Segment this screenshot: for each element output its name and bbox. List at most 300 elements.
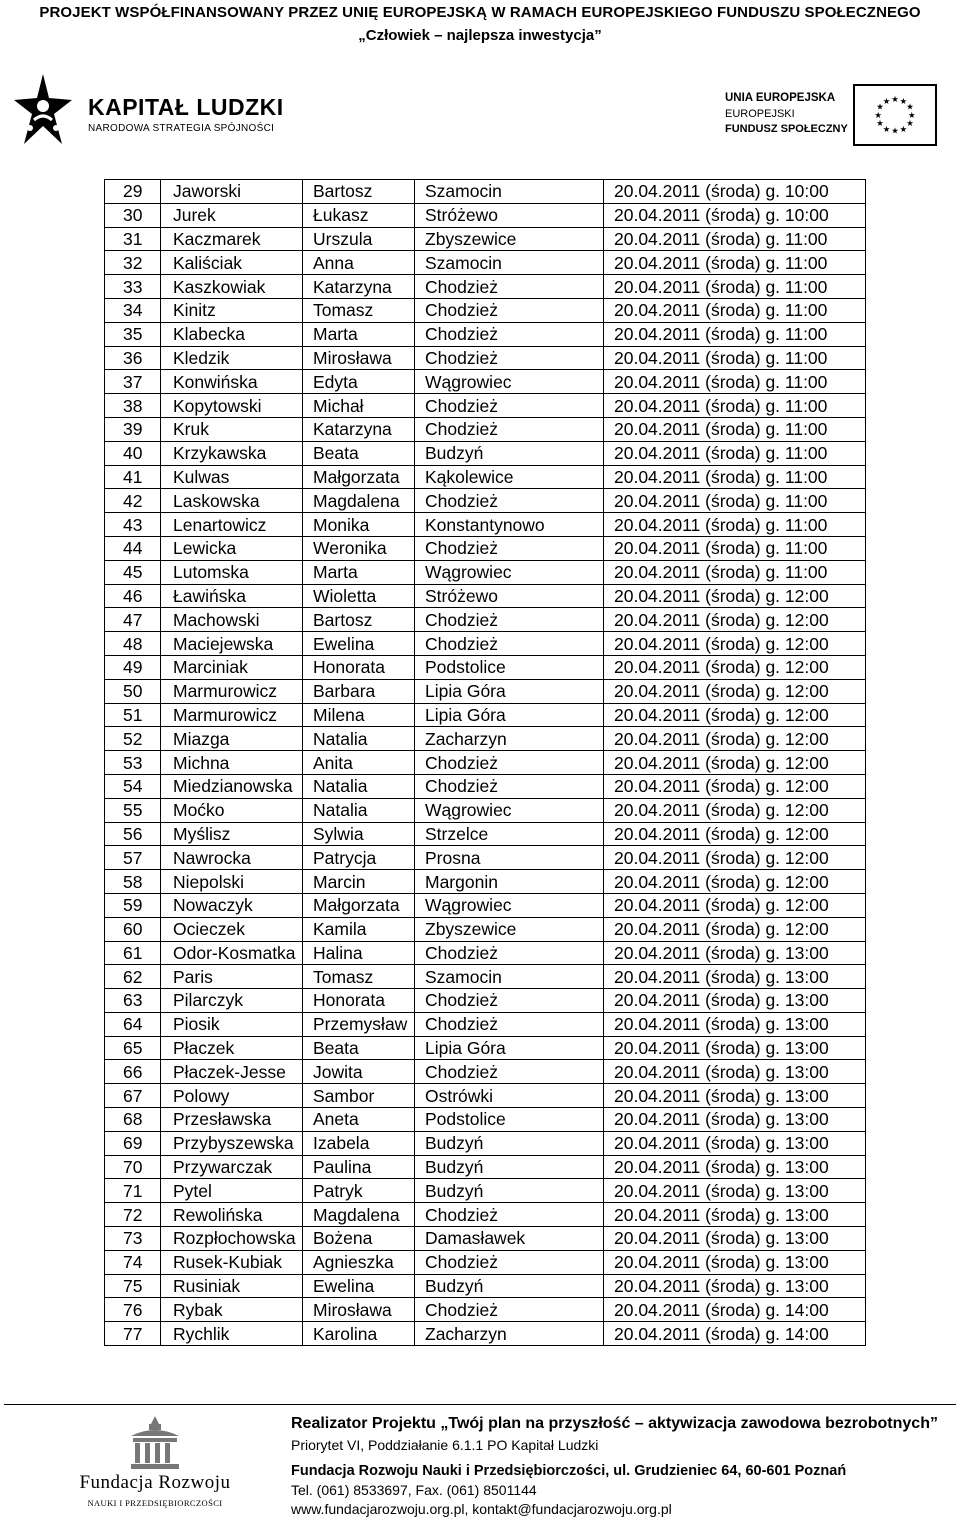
appointment-date-cell: 20.04.2011 (środa) g. 11:00 xyxy=(604,298,866,322)
last-name-cell: Pytel xyxy=(161,1179,303,1203)
locality-cell: Chodzież xyxy=(415,989,604,1013)
table-row xyxy=(105,679,866,703)
last-name-cell: Nowaczyk xyxy=(161,893,303,917)
locality-cell: Chodzież xyxy=(415,1060,604,1084)
last-name-cell: Marmurowicz xyxy=(161,679,303,703)
last-name-cell: Kaliściak xyxy=(161,251,303,275)
appointment-date-cell: 20.04.2011 (środa) g. 12:00 xyxy=(604,846,866,870)
row-number-cell: 52 xyxy=(105,727,161,751)
appointment-date-cell: 20.04.2011 (środa) g. 11:00 xyxy=(604,489,866,513)
row-number-cell: 75 xyxy=(105,1274,161,1298)
row-number-cell: 48 xyxy=(105,632,161,656)
last-name-cell: Lenartowicz xyxy=(161,513,303,537)
eu-logo xyxy=(720,82,940,148)
first-name-cell: Magdalena xyxy=(303,489,415,513)
row-number-cell: 41 xyxy=(105,465,161,489)
table-row xyxy=(105,584,866,608)
first-name-cell: Agnieszka xyxy=(303,1250,415,1274)
first-name-cell: Urszula xyxy=(303,227,415,251)
row-number-cell: 58 xyxy=(105,870,161,894)
first-name-cell: Ewelina xyxy=(303,1274,415,1298)
appointment-date-cell: 20.04.2011 (środa) g. 11:00 xyxy=(604,394,866,418)
last-name-cell: Machowski xyxy=(161,608,303,632)
row-number-cell: 53 xyxy=(105,751,161,775)
appointment-date-cell: 20.04.2011 (środa) g. 13:00 xyxy=(604,989,866,1013)
appointment-date-cell: 20.04.2011 (środa) g. 10:00 xyxy=(604,203,866,227)
table-row xyxy=(105,536,866,560)
participants-table xyxy=(104,179,866,1346)
table-row xyxy=(105,1322,866,1346)
appointment-date-cell: 20.04.2011 (środa) g. 10:00 xyxy=(604,180,866,204)
row-number-cell: 70 xyxy=(105,1155,161,1179)
table-row xyxy=(105,1131,866,1155)
first-name-cell: Marta xyxy=(303,560,415,584)
row-number-cell: 72 xyxy=(105,1203,161,1227)
project-header-line: PROJEKT WSPÓŁFINANSOWANY PRZEZ UNIĘ EUROPEJSKĄ W RAMACH EUROPEJSKIEGO FUNDUSZU SPOŁECZNEGO xyxy=(39,4,921,21)
locality-cell: Zacharzyn xyxy=(415,727,604,751)
locality-cell: Konstantynowo xyxy=(415,513,604,537)
fundacja-logo-subtitle: NAUKI I PRZEDSIĘBIORCZOŚCI xyxy=(87,1498,223,1508)
first-name-cell: Barbara xyxy=(303,679,415,703)
last-name-cell: Jurek xyxy=(161,203,303,227)
last-name-cell: Moćko xyxy=(161,798,303,822)
last-name-cell: Klabecka xyxy=(161,322,303,346)
row-number-cell: 73 xyxy=(105,1227,161,1251)
appointment-date-cell: 20.04.2011 (środa) g. 11:00 xyxy=(604,346,866,370)
row-number-cell: 34 xyxy=(105,298,161,322)
last-name-cell: Kulwas xyxy=(161,465,303,489)
row-number-cell: 47 xyxy=(105,608,161,632)
appointment-date-cell: 20.04.2011 (środa) g. 12:00 xyxy=(604,798,866,822)
svg-text:★: ★ xyxy=(899,95,908,106)
locality-cell: Szamocin xyxy=(415,251,604,275)
row-number-cell: 49 xyxy=(105,655,161,679)
row-number-cell: 36 xyxy=(105,346,161,370)
first-name-cell: Katarzyna xyxy=(303,275,415,299)
svg-text:★: ★ xyxy=(908,109,916,120)
locality-cell: Lipia Góra xyxy=(415,1036,604,1060)
svg-text:★: ★ xyxy=(882,95,891,106)
last-name-cell: Kruk xyxy=(161,417,303,441)
row-number-cell: 74 xyxy=(105,1250,161,1274)
first-name-cell: Ewelina xyxy=(303,632,415,656)
last-name-cell: Przybyszewska xyxy=(161,1131,303,1155)
svg-text:★: ★ xyxy=(876,118,884,129)
svg-text:★: ★ xyxy=(882,123,891,134)
locality-cell: Chodzież xyxy=(415,394,604,418)
row-number-cell: 69 xyxy=(105,1131,161,1155)
locality-cell: Prosna xyxy=(415,846,604,870)
table-row xyxy=(105,1084,866,1108)
first-name-cell: Katarzyna xyxy=(303,417,415,441)
row-number-cell: 62 xyxy=(105,965,161,989)
appointment-date-cell: 20.04.2011 (środa) g. 13:00 xyxy=(604,965,866,989)
locality-cell: Chodzież xyxy=(415,1203,604,1227)
row-number-cell: 64 xyxy=(105,1012,161,1036)
first-name-cell: Bartosz xyxy=(303,180,415,204)
last-name-cell: Kledzik xyxy=(161,346,303,370)
last-name-cell: Piosik xyxy=(161,1012,303,1036)
first-name-cell: Przemysław xyxy=(303,1012,415,1036)
last-name-cell: Płaczek-Jesse xyxy=(161,1060,303,1084)
table-row xyxy=(105,822,866,846)
first-name-cell: Monika xyxy=(303,513,415,537)
locality-cell: Chodzież xyxy=(415,346,604,370)
table-row xyxy=(105,441,866,465)
first-name-cell: Kamila xyxy=(303,917,415,941)
table-row xyxy=(105,394,866,418)
first-name-cell: Honorata xyxy=(303,989,415,1013)
first-name-cell: Beata xyxy=(303,1036,415,1060)
svg-text:★: ★ xyxy=(906,101,914,112)
fundacja-logo xyxy=(55,1414,255,1514)
locality-cell: Kąkolewice xyxy=(415,465,604,489)
first-name-cell: Bartosz xyxy=(303,608,415,632)
locality-cell: Zacharzyn xyxy=(415,1322,604,1346)
first-name-cell: Paulina xyxy=(303,1155,415,1179)
table-row xyxy=(105,1274,866,1298)
locality-cell: Chodzież xyxy=(415,417,604,441)
last-name-cell: Marciniak xyxy=(161,655,303,679)
row-number-cell: 29 xyxy=(105,180,161,204)
table-row xyxy=(105,1036,866,1060)
row-number-cell: 40 xyxy=(105,441,161,465)
first-name-cell: Beata xyxy=(303,441,415,465)
appointment-date-cell: 20.04.2011 (środa) g. 12:00 xyxy=(604,822,866,846)
row-number-cell: 46 xyxy=(105,584,161,608)
locality-cell: Budzyń xyxy=(415,1274,604,1298)
appointment-date-cell: 20.04.2011 (środa) g. 13:00 xyxy=(604,1131,866,1155)
table-row xyxy=(105,346,866,370)
appointment-date-cell: 20.04.2011 (środa) g. 13:00 xyxy=(604,941,866,965)
row-number-cell: 33 xyxy=(105,275,161,299)
table-row xyxy=(105,941,866,965)
row-number-cell: 63 xyxy=(105,989,161,1013)
appointment-date-cell: 20.04.2011 (środa) g. 12:00 xyxy=(604,751,866,775)
row-number-cell: 59 xyxy=(105,893,161,917)
row-number-cell: 50 xyxy=(105,679,161,703)
table-row xyxy=(105,1012,866,1036)
first-name-cell: Honorata xyxy=(303,655,415,679)
appointment-date-cell: 20.04.2011 (środa) g. 12:00 xyxy=(604,727,866,751)
participants-table-body xyxy=(105,180,866,1346)
table-row xyxy=(105,1179,866,1203)
fundacja-logo-name: Fundacja Rozwoju xyxy=(79,1472,231,1493)
table-row xyxy=(105,275,866,299)
locality-cell: Chodzież xyxy=(415,298,604,322)
table-row xyxy=(105,1060,866,1084)
locality-cell: Chodzież xyxy=(415,275,604,299)
last-name-cell: Kinitz xyxy=(161,298,303,322)
fundacja-building-icon xyxy=(123,1414,187,1472)
appointment-date-cell: 20.04.2011 (środa) g. 13:00 xyxy=(604,1274,866,1298)
first-name-cell: Michał xyxy=(303,394,415,418)
row-number-cell: 57 xyxy=(105,846,161,870)
first-name-cell: Wioletta xyxy=(303,584,415,608)
kapital-ludzki-title: KAPITAŁ LUDZKI xyxy=(88,94,284,120)
first-name-cell: Łukasz xyxy=(303,203,415,227)
first-name-cell: Tomasz xyxy=(303,965,415,989)
locality-cell: Chodzież xyxy=(415,489,604,513)
locality-cell: Stróżewo xyxy=(415,203,604,227)
table-row xyxy=(105,608,866,632)
locality-cell: Chodzież xyxy=(415,608,604,632)
first-name-cell: Anita xyxy=(303,751,415,775)
first-name-cell: Bożena xyxy=(303,1227,415,1251)
last-name-cell: Maciejewska xyxy=(161,632,303,656)
first-name-cell: Natalia xyxy=(303,798,415,822)
table-row xyxy=(105,917,866,941)
row-number-cell: 38 xyxy=(105,394,161,418)
table-row xyxy=(105,1298,866,1322)
appointment-date-cell: 20.04.2011 (środa) g. 13:00 xyxy=(604,1060,866,1084)
appointment-date-cell: 20.04.2011 (środa) g. 12:00 xyxy=(604,774,866,798)
locality-cell: Margonin xyxy=(415,870,604,894)
locality-cell: Podstolice xyxy=(415,655,604,679)
appointment-date-cell: 20.04.2011 (środa) g. 13:00 xyxy=(604,1012,866,1036)
last-name-cell: Paris xyxy=(161,965,303,989)
table-row xyxy=(105,798,866,822)
row-number-cell: 77 xyxy=(105,1322,161,1346)
first-name-cell: Karolina xyxy=(303,1322,415,1346)
row-number-cell: 71 xyxy=(105,1179,161,1203)
table-row xyxy=(105,846,866,870)
appointment-date-cell: 20.04.2011 (środa) g. 13:00 xyxy=(604,1155,866,1179)
row-number-cell: 54 xyxy=(105,774,161,798)
appointment-date-cell: 20.04.2011 (środa) g. 13:00 xyxy=(604,1203,866,1227)
svg-text:★: ★ xyxy=(906,118,914,129)
first-name-cell: Izabela xyxy=(303,1131,415,1155)
row-number-cell: 43 xyxy=(105,513,161,537)
last-name-cell: Rewolińska xyxy=(161,1203,303,1227)
table-row xyxy=(105,298,866,322)
locality-cell: Lipia Góra xyxy=(415,679,604,703)
last-name-cell: Przywarczak xyxy=(161,1155,303,1179)
appointment-date-cell: 20.04.2011 (środa) g. 11:00 xyxy=(604,275,866,299)
last-name-cell: Rozpłochowska xyxy=(161,1227,303,1251)
table-row xyxy=(105,774,866,798)
last-name-cell: Myślisz xyxy=(161,822,303,846)
appointment-date-cell: 20.04.2011 (środa) g. 13:00 xyxy=(604,1036,866,1060)
appointment-date-cell: 20.04.2011 (środa) g. 11:00 xyxy=(604,227,866,251)
last-name-cell: Jaworski xyxy=(161,180,303,204)
appointment-date-cell: 20.04.2011 (środa) g. 12:00 xyxy=(604,893,866,917)
appointment-date-cell: 20.04.2011 (środa) g. 12:00 xyxy=(604,632,866,656)
last-name-cell: Konwińska xyxy=(161,370,303,394)
first-name-cell: Mirosława xyxy=(303,346,415,370)
eu-logo-line1: UNIA EUROPEJSKA xyxy=(725,92,836,104)
locality-cell: Chodzież xyxy=(415,632,604,656)
row-number-cell: 55 xyxy=(105,798,161,822)
locality-cell: Budzyń xyxy=(415,441,604,465)
last-name-cell: Laskowska xyxy=(161,489,303,513)
first-name-cell: Magdalena xyxy=(303,1203,415,1227)
svg-text:★: ★ xyxy=(899,123,908,134)
locality-cell: Stróżewo xyxy=(415,584,604,608)
table-row xyxy=(105,1108,866,1132)
appointment-date-cell: 20.04.2011 (środa) g. 14:00 xyxy=(604,1322,866,1346)
first-name-cell: Jowita xyxy=(303,1060,415,1084)
table-row xyxy=(105,870,866,894)
row-number-cell: 56 xyxy=(105,822,161,846)
appointment-date-cell: 20.04.2011 (środa) g. 13:00 xyxy=(604,1084,866,1108)
appointment-date-cell: 20.04.2011 (środa) g. 12:00 xyxy=(604,917,866,941)
kapital-ludzki-subtitle: NARODOWA STRATEGIA SPÓJNOŚCI xyxy=(88,123,275,134)
locality-cell: Wągrowiec xyxy=(415,798,604,822)
table-row xyxy=(105,489,866,513)
svg-text:★: ★ xyxy=(891,93,899,104)
appointment-date-cell: 20.04.2011 (środa) g. 13:00 xyxy=(604,1250,866,1274)
appointment-date-cell: 20.04.2011 (środa) g. 13:00 xyxy=(604,1108,866,1132)
row-number-cell: 31 xyxy=(105,227,161,251)
appointment-date-cell: 20.04.2011 (środa) g. 12:00 xyxy=(604,608,866,632)
table-row xyxy=(105,989,866,1013)
first-name-cell: Małgorzata xyxy=(303,465,415,489)
first-name-cell: Tomasz xyxy=(303,298,415,322)
footer-address: Fundacja Rozwoju Nauki i Przedsiębiorczości, ul. Grudzieniec 64, 60-601 Poznań xyxy=(291,1463,847,1479)
row-number-cell: 76 xyxy=(105,1298,161,1322)
row-number-cell: 61 xyxy=(105,941,161,965)
table-row xyxy=(105,560,866,584)
appointment-date-cell: 20.04.2011 (środa) g. 11:00 xyxy=(604,441,866,465)
table-row xyxy=(105,1155,866,1179)
first-name-cell: Natalia xyxy=(303,774,415,798)
last-name-cell: Marmurowicz xyxy=(161,703,303,727)
table-row xyxy=(105,893,866,917)
footer-divider xyxy=(4,1404,956,1405)
locality-cell: Chodzież xyxy=(415,1298,604,1322)
last-name-cell: Krzykawska xyxy=(161,441,303,465)
first-name-cell: Milena xyxy=(303,703,415,727)
row-number-cell: 45 xyxy=(105,560,161,584)
table-row xyxy=(105,513,866,537)
appointment-date-cell: 20.04.2011 (środa) g. 12:00 xyxy=(604,870,866,894)
appointment-date-cell: 20.04.2011 (środa) g. 11:00 xyxy=(604,370,866,394)
last-name-cell: Przesławska xyxy=(161,1108,303,1132)
row-number-cell: 37 xyxy=(105,370,161,394)
svg-text:★: ★ xyxy=(874,109,882,120)
row-number-cell: 51 xyxy=(105,703,161,727)
appointment-date-cell: 20.04.2011 (środa) g. 13:00 xyxy=(604,1179,866,1203)
locality-cell: Chodzież xyxy=(415,1250,604,1274)
last-name-cell: Kaszkowiak xyxy=(161,275,303,299)
last-name-cell: Płaczek xyxy=(161,1036,303,1060)
eu-flag-icon xyxy=(853,84,937,146)
last-name-cell: Odor-Kosmatka xyxy=(161,941,303,965)
locality-cell: Strzelce xyxy=(415,822,604,846)
svg-text:★: ★ xyxy=(876,101,884,112)
row-number-cell: 30 xyxy=(105,203,161,227)
last-name-cell: Kopytowski xyxy=(161,394,303,418)
kapital-ludzki-star-icon xyxy=(12,72,74,150)
row-number-cell: 32 xyxy=(105,251,161,275)
footer-priority: Priorytet VI, Poddziałanie 6.1.1 PO Kapitał Ludzki xyxy=(291,1437,599,1453)
last-name-cell: Miedzianowska xyxy=(161,774,303,798)
locality-cell: Budzyń xyxy=(415,1131,604,1155)
first-name-cell: Natalia xyxy=(303,727,415,751)
last-name-cell: Niepolski xyxy=(161,870,303,894)
first-name-cell: Mirosława xyxy=(303,1298,415,1322)
table-row xyxy=(105,632,866,656)
row-number-cell: 68 xyxy=(105,1108,161,1132)
appointment-date-cell: 20.04.2011 (środa) g. 11:00 xyxy=(604,322,866,346)
row-number-cell: 60 xyxy=(105,917,161,941)
footer-phone: Tel. (061) 8533697, Fax. (061) 8501144 xyxy=(291,1482,537,1498)
table-row xyxy=(105,251,866,275)
row-number-cell: 67 xyxy=(105,1084,161,1108)
eu-logo-line2: EUROPEJSKI xyxy=(725,108,795,120)
locality-cell: Chodzież xyxy=(415,1012,604,1036)
last-name-cell: Rychlik xyxy=(161,1322,303,1346)
first-name-cell: Marcin xyxy=(303,870,415,894)
row-number-cell: 66 xyxy=(105,1060,161,1084)
eu-logo-line3: FUNDUSZ SPOŁECZNY xyxy=(725,123,848,135)
first-name-cell: Weronika xyxy=(303,536,415,560)
last-name-cell: Ławińska xyxy=(161,584,303,608)
appointment-date-cell: 20.04.2011 (środa) g. 13:00 xyxy=(604,1227,866,1251)
first-name-cell: Sylwia xyxy=(303,822,415,846)
kapital-ludzki-logo xyxy=(12,72,292,152)
last-name-cell: Kaczmarek xyxy=(161,227,303,251)
appointment-date-cell: 20.04.2011 (środa) g. 11:00 xyxy=(604,417,866,441)
table-row xyxy=(105,322,866,346)
table-row xyxy=(105,751,866,775)
locality-cell: Chodzież xyxy=(415,941,604,965)
locality-cell: Szamocin xyxy=(415,180,604,204)
locality-cell: Zbyszewice xyxy=(415,917,604,941)
last-name-cell: Pilarczyk xyxy=(161,989,303,1013)
locality-cell: Chodzież xyxy=(415,751,604,775)
appointment-date-cell: 20.04.2011 (środa) g. 11:00 xyxy=(604,513,866,537)
first-name-cell: Anna xyxy=(303,251,415,275)
appointment-date-cell: 20.04.2011 (środa) g. 11:00 xyxy=(604,465,866,489)
appointment-date-cell: 20.04.2011 (środa) g. 11:00 xyxy=(604,251,866,275)
footer-website-email: www.fundacjarozwoju.org.pl, kontakt@fundacjarozwoju.org.pl xyxy=(291,1501,672,1517)
last-name-cell: Rusek-Kubiak xyxy=(161,1250,303,1274)
first-name-cell: Edyta xyxy=(303,370,415,394)
table-row xyxy=(105,727,866,751)
last-name-cell: Polowy xyxy=(161,1084,303,1108)
first-name-cell: Marta xyxy=(303,322,415,346)
locality-cell: Wągrowiec xyxy=(415,370,604,394)
table-row xyxy=(105,203,866,227)
table-row xyxy=(105,703,866,727)
last-name-cell: Rybak xyxy=(161,1298,303,1322)
table-row xyxy=(105,655,866,679)
appointment-date-cell: 20.04.2011 (środa) g. 11:00 xyxy=(604,560,866,584)
appointment-date-cell: 20.04.2011 (środa) g. 14:00 xyxy=(604,1298,866,1322)
table-row xyxy=(105,465,866,489)
first-name-cell: Halina xyxy=(303,941,415,965)
locality-cell: Zbyszewice xyxy=(415,227,604,251)
first-name-cell: Aneta xyxy=(303,1108,415,1132)
appointment-date-cell: 20.04.2011 (środa) g. 11:00 xyxy=(604,536,866,560)
last-name-cell: Lewicka xyxy=(161,536,303,560)
last-name-cell: Nawrocka xyxy=(161,846,303,870)
locality-cell: Wągrowiec xyxy=(415,560,604,584)
appointment-date-cell: 20.04.2011 (środa) g. 12:00 xyxy=(604,584,866,608)
table-row xyxy=(105,180,866,204)
row-number-cell: 35 xyxy=(105,322,161,346)
table-row xyxy=(105,1250,866,1274)
footer-project-realizer: Realizator Projektu „Twój plan na przyszłość – aktywizacja zawodowa bezrobotnych” xyxy=(291,1415,938,1432)
first-name-cell: Patrycja xyxy=(303,846,415,870)
last-name-cell: Ocieczek xyxy=(161,917,303,941)
row-number-cell: 42 xyxy=(105,489,161,513)
table-row xyxy=(105,965,866,989)
table-row xyxy=(105,227,866,251)
last-name-cell: Lutomska xyxy=(161,560,303,584)
